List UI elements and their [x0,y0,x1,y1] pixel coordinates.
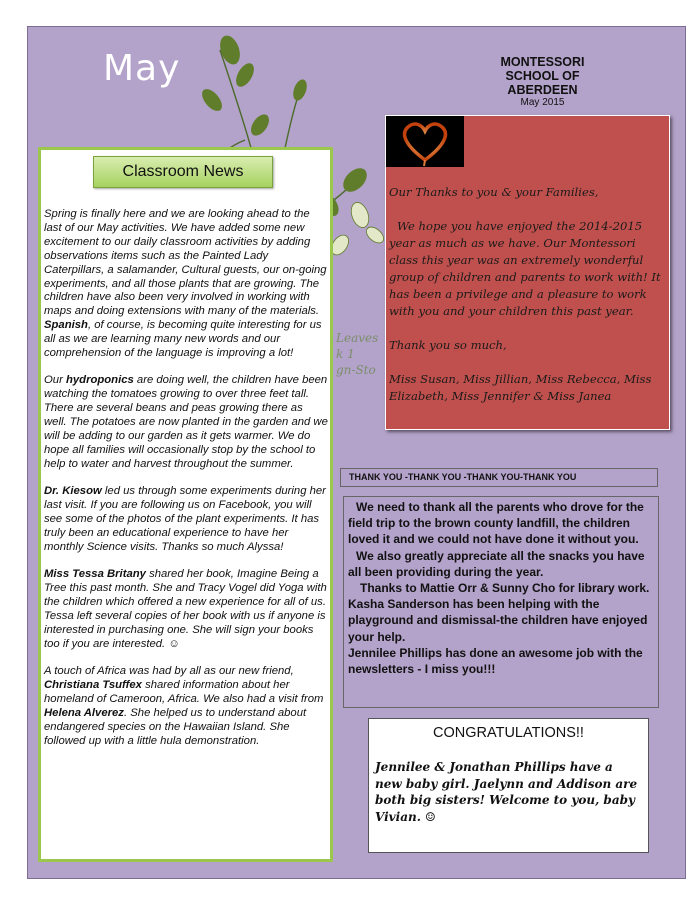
congratulations-body: Jennilee & Jonathan Phillips have a new baby girl. Jaelynn and Addison are both big sisters! Welcome to you, baby Vivian. ☺ [375,760,638,824]
letter-body: We hope you have enjoyed the 2014-2015 year as much as we have. Our Montessori class this year was an extremely wonderful group of children and parents to work with! It has been a privilege and a pleasure to work with you and your children this past year. [389,219,661,318]
thank-you-letter-text [389,184,667,422]
news-p5-rest: . She helped us to understand about endangered species on the Hawaiian Island. She followed up with a little hula demonstration. [44,707,307,747]
classroom-news-panel [38,147,333,862]
news-p5-bold2: Helena Alverez [44,707,124,719]
school-name [480,55,605,109]
news-p2-bold: hydroponics [65,374,134,387]
appreciation-p4: Kasha Sanderson has been helping with the playground and dismissal-the children have enjoyed your help. [348,597,648,644]
background-handwriting [336,330,378,378]
letter-signature: Miss Susan, Miss Jillian, Miss Rebecca, Miss Elizabeth, Miss Jennifer & Miss Janea [389,372,652,403]
handwriting-line1: Leaves [336,331,379,345]
news-p3-rest: led us through some experiments during her last visit. If you are following us on Facebook, you will see some of the photos of the plant experiments. It has truly been an educational experience to have her monthly Science visits. Thanks so much Alyssa! [44,485,326,553]
heart-image [386,116,464,167]
news-paragraph-2 [44,374,328,471]
news-paragraph-3 [44,485,328,555]
handwriting-line2: k 1 [336,347,355,361]
appreciation-p2: We also greatly appreciate all the snacks you have all been providing during the year. [348,548,645,579]
letter-closing: Thank you so much, [389,338,507,352]
congratulations-box [368,718,649,853]
thank-you-letter [385,115,670,430]
news-p1-bold: Spanish [44,319,88,332]
appreciation-p3: Thanks to Mattie Orr & Sunny Cho for library work. [360,581,650,596]
news-p2-lead: Our [44,374,66,387]
news-p4-bold: Miss Tessa Britany [44,568,146,581]
news-p5-lead: A touch of Africa was had by all as our new friend, [44,665,294,678]
news-paragraph-4 [44,568,328,651]
news-p5-mid: shared information about her homeland of Cameroon, Africa. We also had a visit from [44,679,324,706]
classroom-news-title: Classroom News [93,156,273,188]
news-paragraph-5 [44,665,328,748]
thank-you-banner: THANK YOU -THANK YOU -THANK YOU-THANK YOU [340,468,658,487]
appreciation-panel [343,496,659,708]
letter-greeting: Our Thanks to you & your Families, [389,185,599,199]
school-name-line3: ABERDEEN [507,83,578,97]
news-p3-bold: Dr. Kiesow [44,485,102,498]
month-title: May [103,48,181,89]
issue-date: May 2015 [520,97,565,108]
heart-icon [386,116,464,167]
news-paragraph-1 [44,208,328,361]
news-p5-bold1: Christiana Tsuffex [44,679,142,692]
school-name-line2: SCHOOL OF [505,69,580,83]
school-name-line1: MONTESSORI [500,55,585,69]
news-p1-text: Spring is finally here and we are looking ahead to the last of our May activities. We have added some new excitement to our daily classroom activities by adding observations items such as the Painted Lady Caterpillars, a salamander, Cultural guests, our on-going experiments, and all those plants that are growing. The children have also been very involved in working with maps and doing extensions with many of the materials. [44,208,327,318]
appreciation-p1: We need to thank all the parents who drove for the field trip to the brown county landfill, the children loved it and we could not have done it without you. [348,500,644,547]
classroom-news-body [44,208,328,762]
congratulations-title: CONGRATULATIONS!! [433,725,584,741]
appreciation-p5: Jennilee Phillips has done an awesome job with the newsletters - I miss you!!! [348,645,643,677]
handwriting-line3: gn-Sto [336,363,376,377]
news-p4-rest: shared her book, Imagine Being a Tree this past month. She and Tracy Vogel did Yoga with the children which offered a new experience for all of us. Tessa left several copies of her book with us if anyone is interested in purchasing one. She will sign your books too if you are interested. ☺ [44,568,327,650]
news-p2-rest: are doing well, the children have been watching the tomatoes growing to over three feet tall. There are several beans and peas growing there as well. The potatoes are now planted in the garden and we will be adding to our garden as it gets warmer. We do hope all families will occasionally stop by the school to help to water and harvest throughout the summer. [44,374,328,470]
news-p1-rest: , of course, is becoming quite interesting for us all as we are learning many new words and our comprehension of the language is improving a lot! [44,319,322,360]
